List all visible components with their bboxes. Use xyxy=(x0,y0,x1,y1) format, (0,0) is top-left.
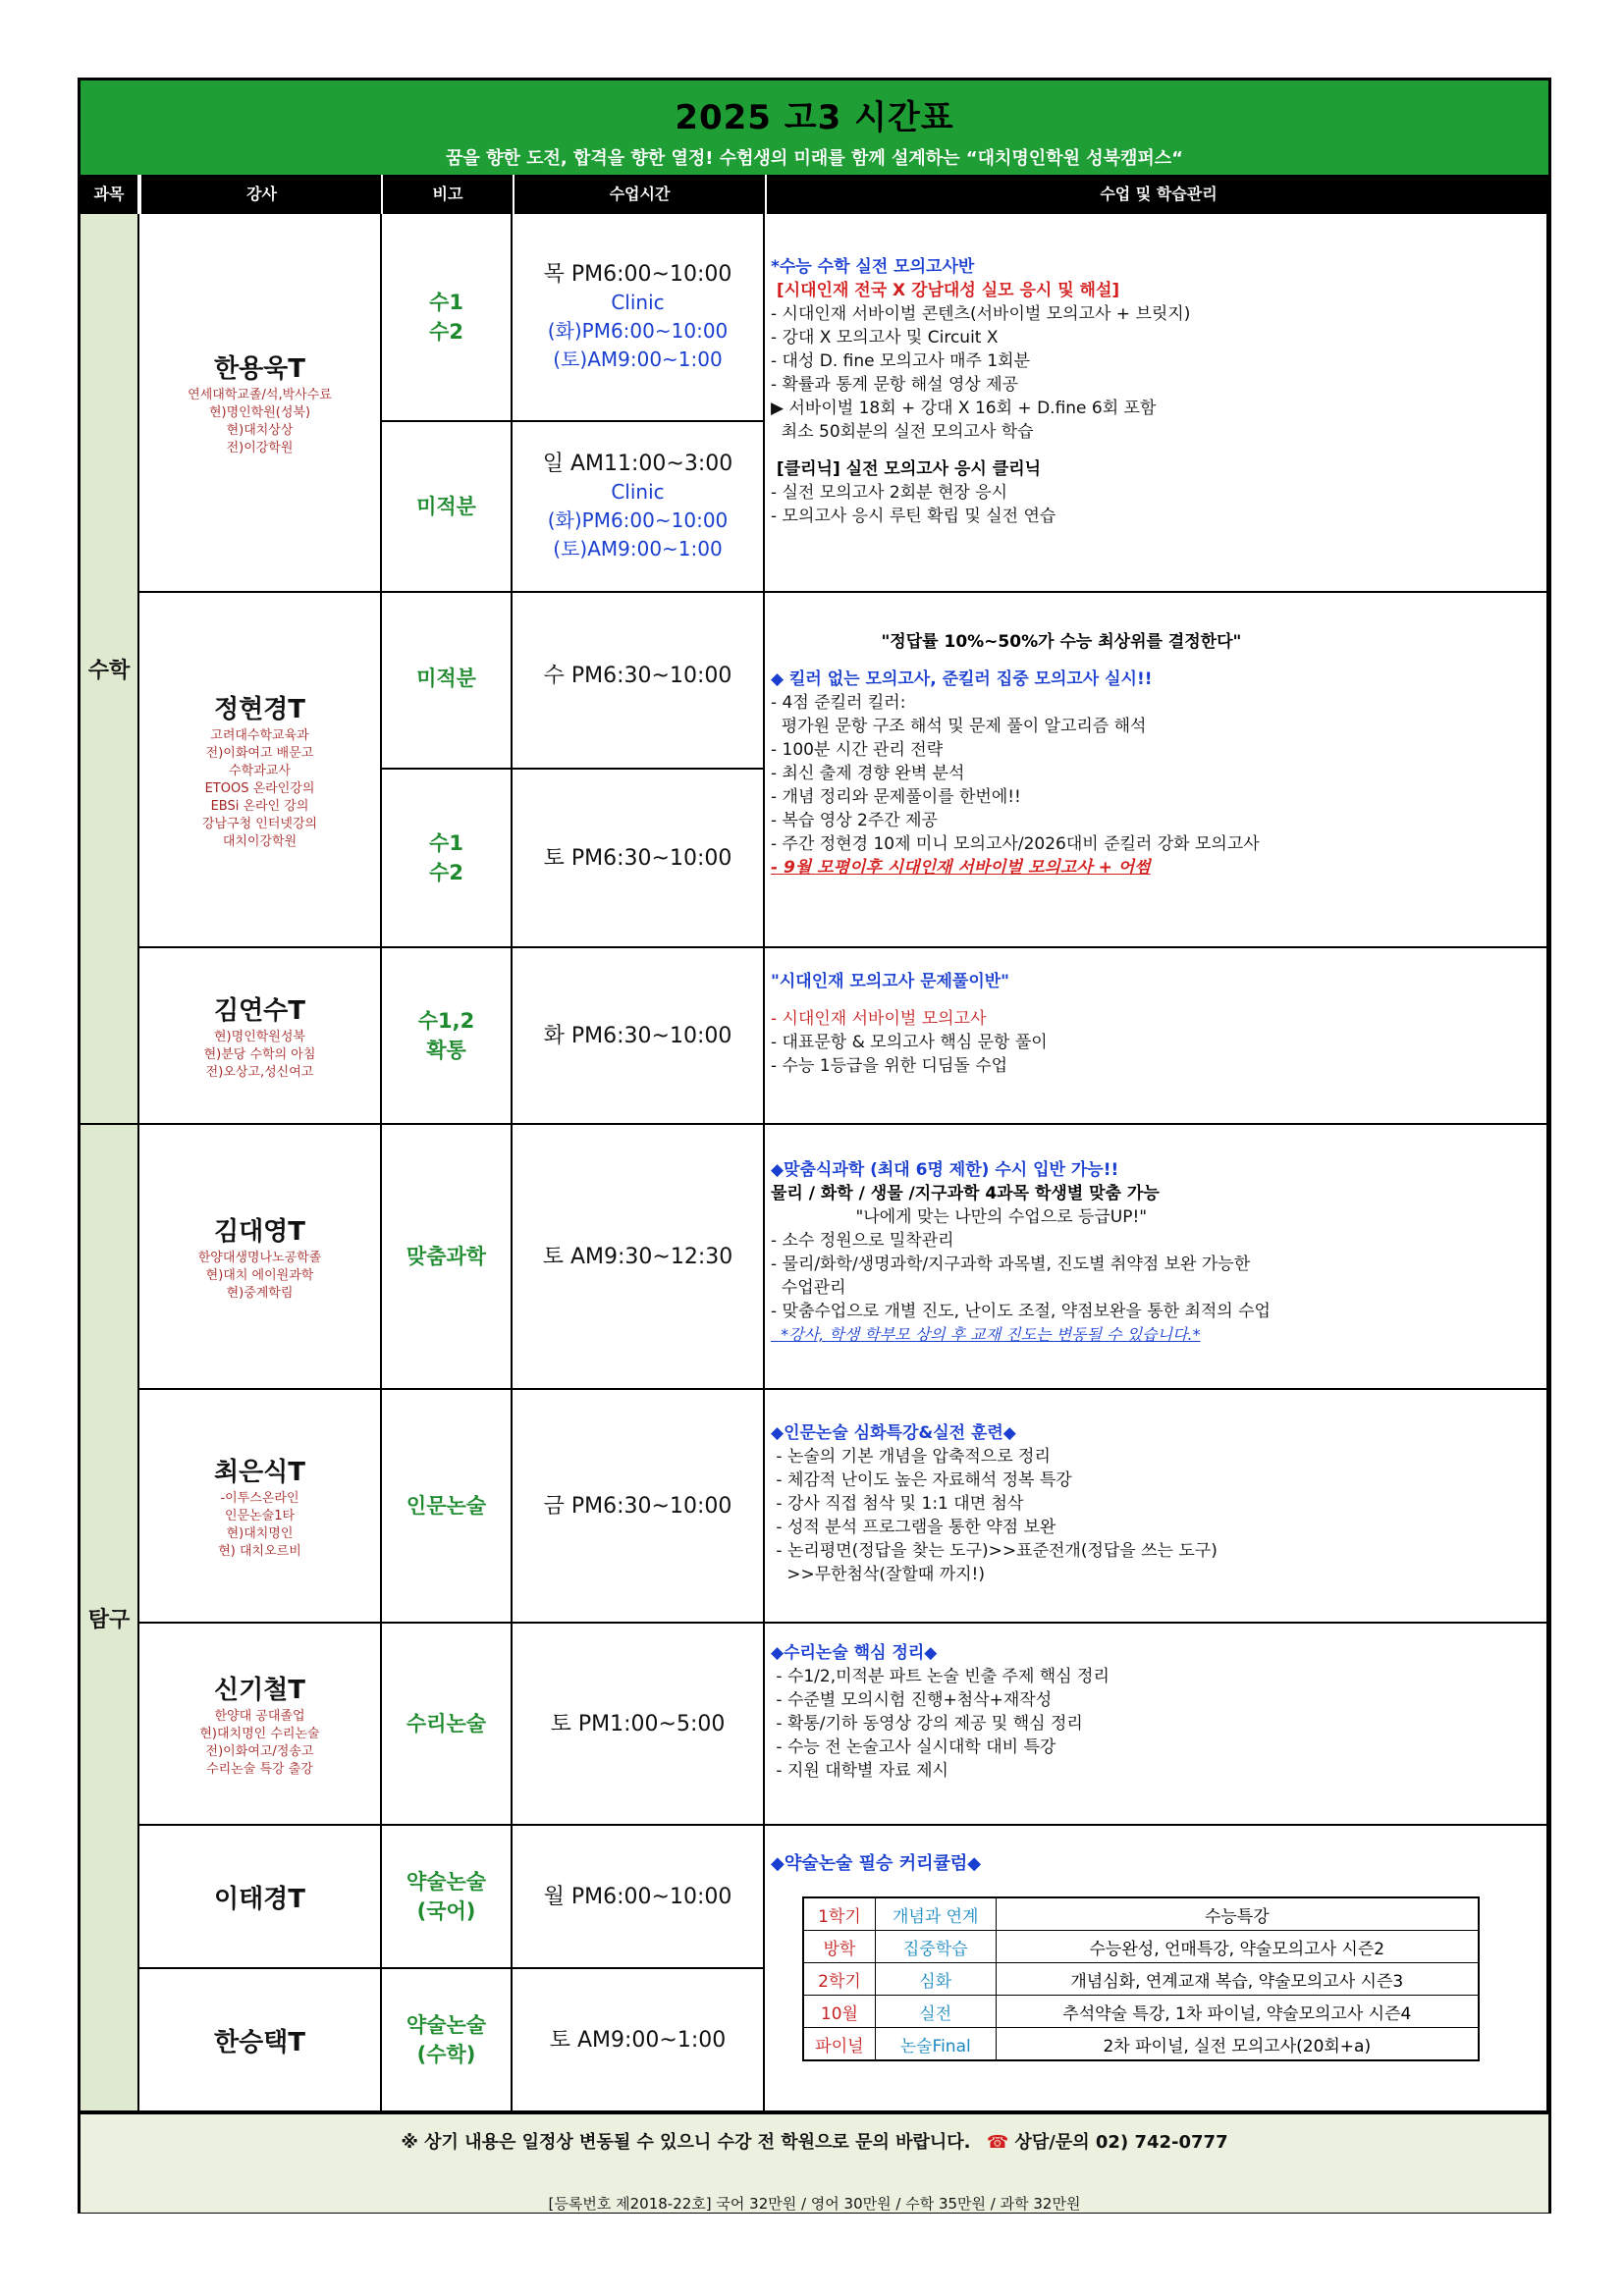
time-cell xyxy=(513,770,765,948)
curriculum-cell: 10월 xyxy=(803,1996,875,2028)
phone-icon: ☎ xyxy=(986,2132,1009,2153)
note-cell: 미적분 xyxy=(382,422,513,593)
page-subtitle: 꿈을 향한 도전, 합격을 향한 열정! 수험생의 미래를 함께 설계하는 “대치명인학원 성북캠퍼스“ xyxy=(446,148,1183,169)
desc-line: ◆맞춤식과학 (최대 6명 제한) 수시 입반 가능!! xyxy=(771,1160,1119,1180)
desc-line: 평가원 문항 구조 해석 및 문제 풀이 알고리즘 해석 xyxy=(771,717,1147,736)
desc-line: ◆ 킬러 없는 모의고사, 준킬러 집중 모의고사 실시!! xyxy=(771,669,1153,689)
desc-line: - 확통/기하 동영상 강의 제공 및 핵심 정리 xyxy=(771,1714,1083,1734)
teacher-name: 한승택T xyxy=(213,2027,306,2057)
teacher-career: 한양대생명나노공학졸 현)대치 에이원과학 현)중계학림 xyxy=(197,1250,322,1301)
note-cell: 수1 수2 xyxy=(382,214,513,422)
curriculum-cell: 2학기 xyxy=(803,1963,875,1996)
teacher-cell-t2 xyxy=(139,593,382,948)
curriculum-cell: 집중학습 xyxy=(875,1931,996,1963)
desc-line: - 성적 분석 프로그램을 통한 약점 보완 xyxy=(771,1518,1056,1537)
class-time: 화 PM6:30~10:00 xyxy=(543,1023,732,1048)
time-cell xyxy=(513,948,765,1125)
desc-line: - 소수 정원으로 밀착관리 xyxy=(771,1231,954,1251)
class-time: 토 PM1:00~5:00 xyxy=(550,1711,726,1736)
note-cell: 수1 수2 xyxy=(382,770,513,948)
desc-line: - 시대인재 서바이벌 모의고사 xyxy=(771,1009,987,1029)
desc-line: - 주간 정현경 10제 미니 모의고사/2026대비 준킬러 강화 모의고사 xyxy=(771,834,1260,854)
desc-line: - 시대인재 서바이벌 콘텐츠(서바이벌 모의고사 + 브릿지) xyxy=(771,304,1191,324)
desc-line: - 최신 출제 경향 완벽 분석 xyxy=(771,764,965,783)
note-cell: 약술논술 (수학) xyxy=(382,1969,513,2112)
desc-line xyxy=(771,444,1543,457)
desc-line: - 논리평면(정답을 찾는 도구)>>표준전개(정답을 쓰는 도구) xyxy=(771,1541,1218,1561)
header-desc: 수업 및 학습관리 xyxy=(765,175,1550,214)
page-title: 2025 고3 시간표 xyxy=(675,98,954,137)
desc-line: ▶ 서바이벌 18회 + 강대 X 16회 + D.fine 6회 포함 xyxy=(771,399,1157,418)
teacher-name: 최은식T xyxy=(213,1457,306,1487)
class-time: 토 AM9:00~1:00 xyxy=(549,2027,727,2053)
desc-cell-t5 xyxy=(765,1390,1548,1624)
teacher-name: 정현경T xyxy=(213,694,306,724)
note-cell: 인문논술 xyxy=(382,1390,513,1624)
curriculum-row xyxy=(803,1931,1479,1963)
time-cell xyxy=(513,1125,765,1390)
class-time: 금 PM6:30~10:00 xyxy=(543,1493,732,1519)
desc-line: 최소 50회분의 실전 모의고사 학습 xyxy=(771,422,1034,442)
time-cell xyxy=(513,593,765,770)
desc-line: - 지원 대학별 자료 제시 xyxy=(771,1761,948,1781)
desc-line: >>무한첨삭(잘할때 까지!) xyxy=(771,1565,985,1584)
clinic-label: Clinic xyxy=(611,480,665,504)
curriculum-cell: 파이널 xyxy=(803,2028,875,2061)
desc-line: - 대표문항 & 모의고사 핵심 문항 풀이 xyxy=(771,1033,1048,1052)
curriculum-row xyxy=(803,1897,1479,1931)
desc-line: - 확률과 통계 문항 해설 영상 제공 xyxy=(771,375,1019,395)
class-time: 토 AM9:30~12:30 xyxy=(542,1244,733,1269)
desc-line: - 수1/2,미적분 파트 논술 빈출 주제 핵심 정리 xyxy=(771,1667,1110,1686)
note-cell: 미적분 xyxy=(382,593,513,770)
desc-cell-t2 xyxy=(765,593,1548,948)
desc-cell-t3 xyxy=(765,948,1548,1125)
teacher-name: 신기철T xyxy=(213,1675,306,1705)
desc-line: - 실전 모의고사 2회분 현장 응시 xyxy=(771,483,1008,503)
teacher-cell-t8 xyxy=(139,1969,382,2112)
desc-line: 물리 / 화학 / 생물 /지구과학 4과목 학생별 맞춤 가능 xyxy=(771,1184,1160,1203)
desc-line: - 복습 영상 2주간 제공 xyxy=(771,811,938,830)
desc-line: - 논술의 기본 개념을 압축적으로 정리 xyxy=(771,1447,1051,1467)
desc-line: - 맞춤수업으로 개별 진도, 난이도 조절, 약점보완을 통한 최적의 수업 xyxy=(771,1302,1271,1321)
desc-line: - 모의고사 응시 루틴 확립 및 실전 연습 xyxy=(771,507,1056,526)
curriculum-cell: 수능특강 xyxy=(996,1897,1479,1931)
desc-line: - 9월 모평이후 시대인재 서바이벌 모의고사 + 어썸 xyxy=(771,858,1151,878)
curriculum-cell: 추석약술 특강, 1차 파이널, 약술모의고사 시즌4 xyxy=(996,1996,1479,2028)
curriculum-cell: 2차 파이널, 실전 모의고사(20회+a) xyxy=(996,2028,1479,2061)
teacher-cell-t4 xyxy=(139,1125,382,1390)
curriculum-row xyxy=(803,2028,1479,2061)
footer xyxy=(81,2112,1548,2213)
desc-line: - 수능 1등급을 위한 디딤돌 수업 xyxy=(771,1056,1008,1076)
teacher-career: 연세대학교졸/석,박사수료 현)명인학원(성북) 현)대치상상 전)이강학원 xyxy=(188,387,332,455)
curriculum-cell: 실전 xyxy=(875,1996,996,2028)
time-cell: 목 PM6:00~10:00 Clinic (화)PM6:00~10:00 (토)AM9:00~1:00 xyxy=(513,214,765,422)
header-teacher: 강사 xyxy=(139,175,382,214)
teacher-career: 한양대 공대졸업 현)대치명인 수리논술 전)이화여고/정송고 수리논술 특강 출강 xyxy=(199,1708,320,1777)
contact-number: 상담/문의 02) 742-0777 xyxy=(1014,2132,1228,2153)
time-cell xyxy=(513,1390,765,1624)
note-cell: 맞춤과학 xyxy=(382,1125,513,1390)
teacher-cell-t7 xyxy=(139,1826,382,1969)
desc-line: [클리닉] 실전 모의고사 응시 클리닉 xyxy=(771,459,1042,479)
desc-line: "시대인재 모의고사 문제풀이반" xyxy=(771,972,1010,991)
curriculum-row xyxy=(803,1963,1479,1996)
curriculum-cell: 심화 xyxy=(875,1963,996,1996)
footer-notice: ※ 상기 내용은 일정상 변동될 수 있으니 수강 전 학원으로 문의 바랍니다. ☎ 상담/문의 02) 742-0777 xyxy=(401,2132,1228,2153)
curriculum-cell: 방학 xyxy=(803,1931,875,1963)
note-cell: 약술논술 (국어) xyxy=(382,1826,513,1969)
teacher-cell-t5 xyxy=(139,1390,382,1624)
teacher-name: 이태경T xyxy=(213,1884,306,1914)
time-cell: 일 AM11:00~3:00 Clinic (화)PM6:00~10:00 (토)AM9:00~1:00 xyxy=(513,422,765,593)
desc-line: - 강대 X 모의고사 및 Circuit X xyxy=(771,328,999,347)
timetable-frame xyxy=(78,78,1551,2214)
subject-inquiry: 탐구 xyxy=(81,1125,139,2112)
desc-line: - 수준별 모의시험 진행+첨삭+재작성 xyxy=(771,1690,1053,1710)
header-note: 비고 xyxy=(381,175,513,214)
teacher-career: -이투스온라인 인문논술1타 현)대치명인 현) 대치오르비 xyxy=(218,1490,301,1559)
teacher-career: 고려대수학교육과 전)이화여고 배문고 수학과교사 ETOOS 온라인강의 EBSi 온라인 강의 강남구청 인터넷강의 대치이강학원 xyxy=(201,727,318,849)
desc-line: "정답률 10%~50%가 수능 최상위를 결정한다" xyxy=(771,632,1242,652)
curriculum-cell: 논술Final xyxy=(875,2028,996,2061)
class-time: 토 PM6:30~10:00 xyxy=(543,845,732,871)
desc-line: - 물리/화학/생명과학/지구과학 과목별, 진도별 취약점 보완 가능한 xyxy=(771,1255,1251,1274)
desc-line: - 체감적 난이도 높은 자료해석 정복 특강 xyxy=(771,1470,1072,1490)
desc-cell-yaksul xyxy=(765,1826,1548,2112)
curriculum-table xyxy=(802,1896,1480,2061)
desc-line: - 4점 준킬러 킬러: xyxy=(771,693,906,713)
yaksul-heading: ◆약술논술 필승 커리큘럼◆ xyxy=(771,1853,982,1874)
header-subject: 과목 xyxy=(81,175,137,214)
teacher-name: 김연수T xyxy=(213,995,306,1026)
time-cell xyxy=(513,1624,765,1826)
desc-line: - 개념 정리와 문제풀이를 한번에!! xyxy=(771,787,1021,807)
desc-line: [시대인재 전국 X 강남대성 실모 응시 및 해설] xyxy=(771,281,1120,300)
desc-cell-t1 xyxy=(765,214,1548,593)
desc-line: ◆인문논술 심화특강&실전 훈련◆ xyxy=(771,1423,1016,1443)
desc-line: *수능 수학 실전 모의고사반 xyxy=(771,257,975,277)
curriculum-cell: 개념심화, 연계교재 복습, 약술모의고사 시즌3 xyxy=(996,1963,1479,1996)
desc-line: - 대성 D. fine 모의고사 매주 1회분 xyxy=(771,351,1031,371)
curriculum-cell: 수능완성, 언매특강, 약술모의고사 시즌2 xyxy=(996,1931,1479,1963)
teacher-name: 김대영T xyxy=(213,1216,306,1247)
class-time: 월 PM6:00~10:00 xyxy=(543,1884,732,1909)
curriculum-cell: 1학기 xyxy=(803,1897,875,1931)
desc-line xyxy=(771,654,1543,667)
title-banner xyxy=(81,80,1548,175)
curriculum-cell: 개념과 연계 xyxy=(875,1897,996,1931)
class-time: 목 PM6:00~10:00 xyxy=(543,262,732,287)
teacher-cell-t1 xyxy=(139,214,382,593)
teacher-cell-t6 xyxy=(139,1624,382,1826)
desc-cell-t4 xyxy=(765,1125,1548,1390)
note-cell: 수리논술 xyxy=(382,1624,513,1826)
teacher-name: 한용욱T xyxy=(213,353,306,384)
desc-line: "나에게 맞는 나만의 수업으로 등급UP!" xyxy=(771,1207,1148,1227)
desc-line: ◆수리논술 핵심 정리◆ xyxy=(771,1643,938,1663)
class-time: 일 AM11:00~3:00 xyxy=(542,452,733,476)
time-cell xyxy=(513,1969,765,2112)
desc-cell-t6 xyxy=(765,1624,1548,1826)
subject-math: 수학 xyxy=(81,214,139,1125)
curriculum-row xyxy=(803,1996,1479,2028)
desc-line xyxy=(771,993,1543,1007)
time-cell xyxy=(513,1826,765,1969)
desc-line: - 강사 직접 첨삭 및 1:1 대면 첨삭 xyxy=(771,1494,1024,1514)
footer-fees: [등록번호 제2018-22호] 국어 32만원 / 영어 30만원 / 수학 35만원 / 과학 32만원 xyxy=(548,2195,1081,2213)
desc-line: - 100분 시간 관리 전략 xyxy=(771,740,944,760)
desc-line: - 수능 전 논술고사 실시대학 대비 특강 xyxy=(771,1737,1056,1757)
desc-line: 수업관리 xyxy=(771,1278,846,1298)
desc-line: *강사, 학생 학부모 상의 후 교재 진도는 변동될 수 있습니다.* xyxy=(771,1325,1201,1344)
header-time: 수업시간 xyxy=(513,175,765,214)
teacher-career: 현)명인학원성북 현)분당 수학의 아침 전)오상고,성신여고 xyxy=(203,1029,316,1080)
clinic-label: Clinic xyxy=(611,291,665,314)
note-cell: 수1,2 확통 xyxy=(382,948,513,1125)
teacher-cell-t3 xyxy=(139,948,382,1125)
class-time: 수 PM6:30~10:00 xyxy=(543,664,732,688)
